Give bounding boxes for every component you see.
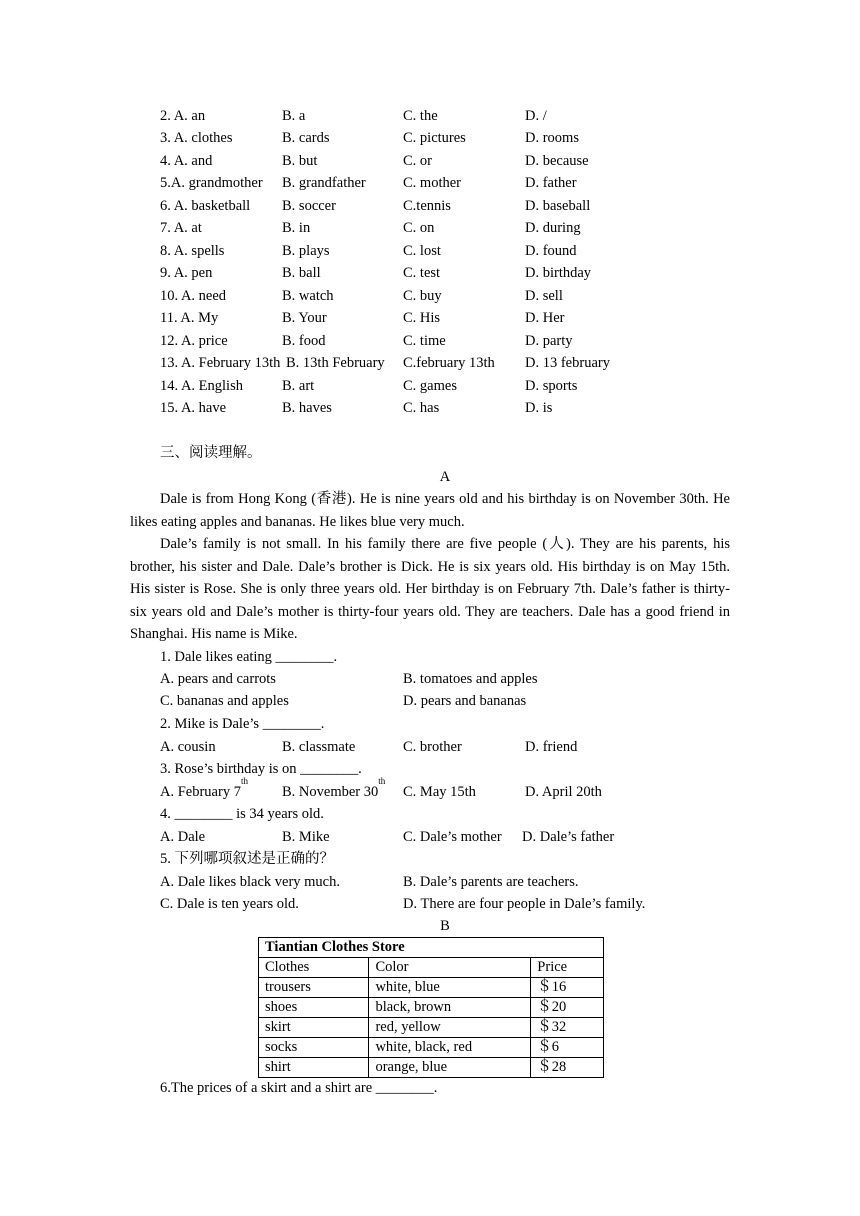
passage-a-label: A xyxy=(439,469,451,485)
column-header: Clothes xyxy=(259,958,369,978)
passage-a xyxy=(130,488,730,646)
option-c: C. Dale’s mother xyxy=(403,829,502,845)
question-5-stem: 5. 下列哪项叙述是正确的？ xyxy=(160,851,334,867)
option-a: A. cousin xyxy=(160,739,216,755)
table-cell: shirt xyxy=(259,1058,369,1078)
table-cell: ＄20 xyxy=(531,998,604,1018)
table-cell: white, blue xyxy=(369,978,531,998)
question-1-stem: 1. Dale likes eating ________. xyxy=(160,649,338,665)
option-d: D. April 20th xyxy=(525,784,602,800)
table-cell: orange, blue xyxy=(369,1058,531,1078)
table-cell: ＄32 xyxy=(531,1018,604,1038)
column-header: Price xyxy=(531,958,604,978)
section-heading: 三、阅读理解。 xyxy=(160,445,262,461)
option-a: A. February 7th xyxy=(160,776,248,800)
table-cell: white, black, red xyxy=(369,1038,531,1058)
option-a: A. Dale likes black very much. xyxy=(160,874,340,890)
table-title-row xyxy=(259,938,604,958)
option-b: B. classmate xyxy=(282,739,356,755)
option-c: C. bananas and apples xyxy=(160,693,289,709)
table-cell: ＄28 xyxy=(531,1058,604,1078)
option-a: A. Dale xyxy=(160,829,206,845)
passage-paragraph: Dale’s family is not small. In his family there are five people (人). They are his parents, his brother, his sister and Dale. Dale’s brother is Dick. He is six years old. His birthday is on May 15th. His sister is Rose. She is only three years old. Her birthday is on February 7th. Dale’s father is thirty-six years old and Dale’s mother is thirty-four years old. They are teachers. Dale has a good friend in Shanghai. His name is Mike. xyxy=(130,536,730,642)
option-d: D. friend xyxy=(525,739,578,755)
option-c: C. brother xyxy=(403,739,462,755)
table-cell: shoes xyxy=(259,998,369,1018)
table-cell: ＄16 xyxy=(531,978,604,998)
table-title: Tiantian Clothes Store xyxy=(259,938,604,958)
question-2-stem: 2. Mike is Dale’s ________. xyxy=(160,716,325,732)
option-b: B. tomatoes and apples xyxy=(403,671,538,687)
table-row xyxy=(259,978,604,998)
table-cell: skirt xyxy=(259,1018,369,1038)
question-6-stem: 6.The prices of a skirt and a shirt are ________. xyxy=(160,1080,438,1096)
table-row xyxy=(259,1058,604,1078)
question-3-stem: 3. Rose’s birthday is on ________. xyxy=(160,761,362,777)
document-page: 2. A. an B. a C. the D. / 3. A. clothes B. cards C. pictures D. rooms 4. A. and B. but C. or D. because 5.A. grandmother B. grandfather C. mother D. father 6. A. basketball B. soccer C.tennis D. baseball 7. A. at B. in C. on D. during 8. A. spells B. plays C. lost D. found 9. A. pen B. ball C. test D. birthday 10. A. need B. watch C. buy D. sell 11. A. My B. Your C. His D. Her 12. A. price B. food C. time D. party 13. A. February 13th B. 13th February C.february 13th D. 13 february 14. A. English B. art C. games D. sports 15. A. have B. haves C. has D. is 三、阅读理解。 A Dale is from Hong Kong (香港). He is nine years old and his birthday is on November 30th. He likes eating apples and bananas. He likes blue very much. Dale’s family is not small. In his family there are five people (人). They are his parents, his brother, his sister and Dale. Dale’s brother is Dick. He is six years old. His birthday is on May 15th. His sister is Rose. She is only three years old. Her birthday is on February 7th. Dale’s father is thirty-six years old and Dale’s mother is thirty-four years old. They are teachers. Dale has a good friend in Shanghai. His name is Mike. 1. Dale likes eating ________. A. pears and carrots B. tomatoes and apples C. bananas and apples D. pears and bananas 2. Mike is Dale’s ________. A. cousin B. classmate C. brother D. friend 3. Rose’s birthday is on ________. A. February 7th B. November 30th C. May 15th D. April 20th 4. ________ is 34 years old. A. Dale B. Mike C. Dale’s mother D. Dale’s father 5. 下列哪项叙述是正确的？ A. Dale likes black very much. B. Dale’s parents are teachers. C. Dale is ten years old. D. There are four people in Dale’s family. B Tiantian Clothes Store Clothes Color Price trousers white, blue ＄16 shoes black, brown ＄20 skirt red, yellow ＄32 socks white, black, red ＄6 shirt orange, blue ＄28 6.The prices of a skirt and a shirt are ________. xyxy=(0,0,860,1216)
question-4-stem: 4. ________ is 34 years old. xyxy=(160,806,324,822)
table-header-row xyxy=(259,958,604,978)
column-header: Color xyxy=(369,958,531,978)
option-b: B. November 30th xyxy=(282,776,386,800)
option-c: C. May 15th xyxy=(403,784,476,800)
option-b: B. Mike xyxy=(282,829,330,845)
table-row xyxy=(259,1018,604,1038)
option-b: B. Dale’s parents are teachers. xyxy=(403,874,579,890)
table-row xyxy=(259,1038,604,1058)
table-cell: ＄6 xyxy=(531,1038,604,1058)
option-d: D. There are four people in Dale’s family. xyxy=(403,896,646,912)
table-cell: socks xyxy=(259,1038,369,1058)
table-row xyxy=(259,998,604,1018)
option-d: D. pears and bananas xyxy=(403,693,527,709)
option-c: C. Dale is ten years old. xyxy=(160,896,299,912)
table-cell: black, brown xyxy=(369,998,531,1018)
table-cell: trousers xyxy=(259,978,369,998)
clothes-store-table xyxy=(258,937,604,1078)
table-cell: red, yellow xyxy=(369,1018,531,1038)
option-a: A. pears and carrots xyxy=(160,671,276,687)
passage-b-label: B xyxy=(440,918,450,934)
option-d: D. Dale’s father xyxy=(522,829,615,845)
passage-paragraph: Dale is from Hong Kong (香港). He is nine years old and his birthday is on November 30th. He likes eating apples and bananas. He likes blue very much. xyxy=(130,491,730,530)
